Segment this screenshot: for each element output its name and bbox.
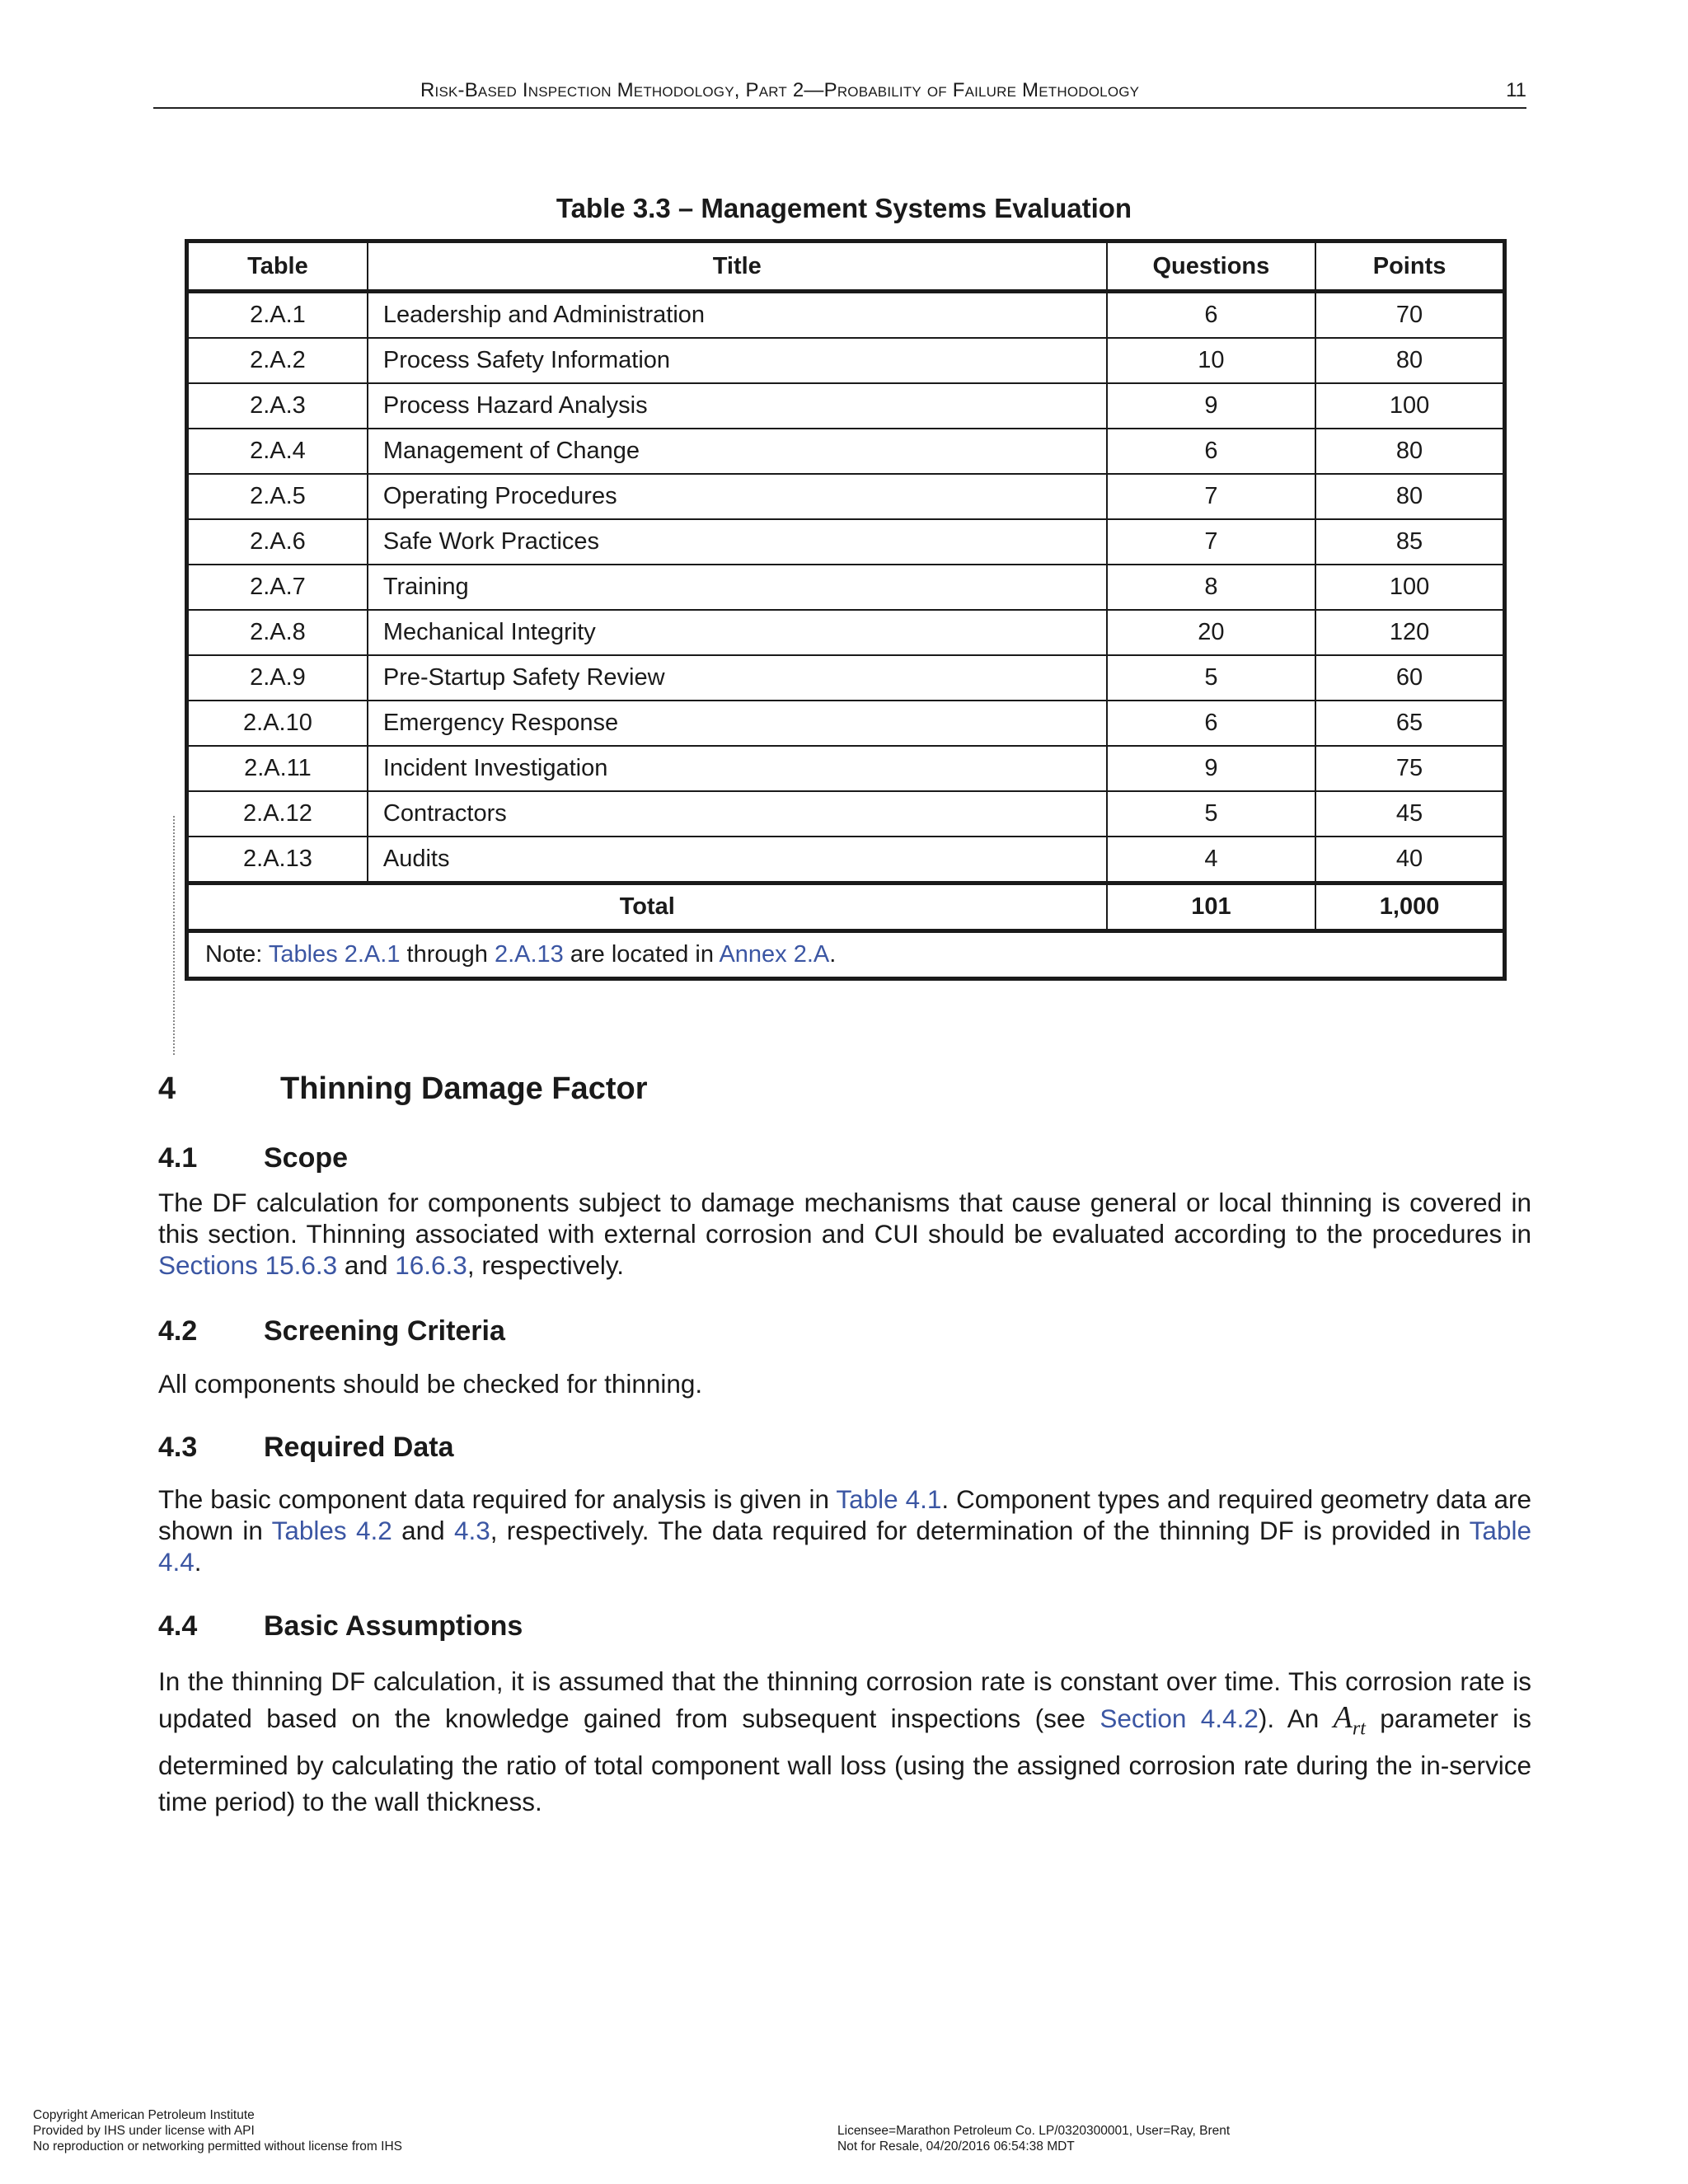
footer-line: Provided by IHS under license with API [33,2124,255,2138]
points-cell: 70 [1315,292,1504,339]
title-cell: Contractors [368,791,1107,837]
total-label: Total [187,883,1107,931]
paragraph-text: , respectively. The data required for determination of the thinning DF is provided in [490,1516,1470,1545]
section-title: Scope [264,1142,349,1174]
link-table-4-1[interactable]: Table 4.1 [836,1484,942,1514]
table-id-cell: 2.A.6 [187,519,368,565]
total-questions: 101 [1107,883,1315,931]
total-row [187,883,1505,931]
paragraph-text: . [194,1547,202,1577]
points-cell: 80 [1315,338,1504,383]
paragraph-basic-assumptions [158,1663,1531,1820]
table-header-row [187,241,1505,292]
questions-cell: 10 [1107,338,1315,383]
points-cell: 80 [1315,474,1504,519]
table-row [187,519,1505,565]
table-id-cell: 2.A.9 [187,655,368,701]
paragraph-text: . Component types and required geometry data are shown in [158,1484,1531,1545]
questions-cell: 7 [1107,519,1315,565]
link-annex-2a[interactable]: Annex 2.A [719,941,830,968]
running-header [153,76,1526,109]
link-4-3[interactable]: 4.3 [453,1516,490,1545]
table-row [187,655,1505,701]
note-text: through [400,941,495,968]
table-id-cell: 2.A.8 [187,610,368,655]
footer-line: Not for Resale, 04/20/2016 06:54:38 MDT [837,2139,1075,2154]
title-cell: Process Safety Information [368,338,1107,383]
table-row [187,429,1505,474]
link-section-4-4-2[interactable]: Section 4.4.2 [1100,1704,1259,1733]
paragraph-text: ). An [1258,1704,1334,1733]
table-row [187,701,1505,746]
points-cell: 85 [1315,519,1504,565]
table-row [187,383,1505,429]
questions-cell: 6 [1107,701,1315,746]
link-sections-15-6-3[interactable]: Sections 15.6.3 [158,1250,338,1280]
paragraph-text: In the thinning DF calculation, it is assumed that the thinning corrosion rate is constant over time. This corrosion rate is updated based on the knowledge gained from subsequent inspections (see [158,1666,1531,1733]
note-row [187,931,1505,979]
points-cell: 75 [1315,746,1504,791]
total-points: 1,000 [1315,883,1504,931]
section-number: 4 [158,1071,176,1106]
column-header: Questions [1107,241,1315,292]
table-id-cell: 2.A.13 [187,837,368,883]
table-row [187,746,1505,791]
section-heading-4-3 [158,1432,454,1464]
questions-cell: 5 [1107,791,1315,837]
paragraph-scope [158,1187,1531,1281]
table-row [187,610,1505,655]
questions-cell: 7 [1107,474,1315,519]
title-cell: Safe Work Practices [368,519,1107,565]
section-title: Required Data [264,1432,454,1463]
table-row [187,338,1505,383]
points-cell: 65 [1315,701,1504,746]
table-id-cell: 2.A.11 [187,746,368,791]
footer-right [837,2123,1230,2154]
table-caption: Table 3.3 – Management Systems Evaluation [556,193,1132,223]
paragraph-text: The DF calculation for components subject to damage mechanisms that cause general or local thinning is covered in this section. Thinning associated with external corrosion and CUI should be evaluated according to the procedures in [158,1188,1531,1249]
points-cell: 100 [1315,565,1504,610]
link-2a13[interactable]: 2.A.13 [494,941,564,968]
points-cell: 120 [1315,610,1504,655]
questions-cell: 5 [1107,655,1315,701]
table-row [187,292,1505,339]
questions-cell: 6 [1107,429,1315,474]
questions-cell: 8 [1107,565,1315,610]
margin-dots [173,816,180,1055]
table-row [187,837,1505,883]
math-subscript: rt [1352,1718,1366,1740]
questions-cell: 6 [1107,292,1315,339]
points-cell: 80 [1315,429,1504,474]
title-cell: Operating Procedures [368,474,1107,519]
questions-cell: 9 [1107,746,1315,791]
title-cell: Management of Change [368,429,1107,474]
link-table-4-4[interactable]: Table 4.4 [158,1516,1531,1577]
table-id-cell: 2.A.1 [187,292,368,339]
table-id-cell: 2.A.2 [187,338,368,383]
paragraph-text: , respectively. [467,1250,625,1280]
link-16-6-3[interactable]: 16.6.3 [395,1250,467,1280]
page-number: 11 [1506,79,1526,101]
table-id-cell: 2.A.10 [187,701,368,746]
paragraph-text: and [392,1516,454,1545]
title-cell: Pre-Startup Safety Review [368,655,1107,701]
table-row [187,474,1505,519]
section-number: 4.3 [158,1432,198,1463]
footer-line: No reproduction or networking permitted without license from IHS [33,2139,402,2154]
column-header: Points [1315,241,1504,292]
table-id-cell: 2.A.3 [187,383,368,429]
points-cell: 60 [1315,655,1504,701]
table-id-cell: 2.A.12 [187,791,368,837]
section-title: Basic Assumptions [264,1610,523,1642]
points-cell: 40 [1315,837,1504,883]
table-id-cell: 2.A.5 [187,474,368,519]
section-number: 4.2 [158,1315,198,1347]
note-prefix: Note: [205,941,269,968]
title-cell: Process Hazard Analysis [368,383,1107,429]
note-text: . [829,941,837,968]
column-header: Title [368,241,1107,292]
table-row [187,791,1505,837]
title-cell: Audits [368,837,1107,883]
paragraph-text: parameter is determined by calculating the ratio of total component wall loss (using the assigned corrosion rate during the in-service time period) to the wall thickness. [158,1704,1531,1816]
questions-cell: 9 [1107,383,1315,429]
section-number: 4.1 [158,1142,198,1174]
footer-line: Licensee=Marathon Petroleum Co. LP/0320300001, User=Ray, Brent [837,2124,1231,2138]
points-cell: 100 [1315,383,1504,429]
title-cell: Emergency Response [368,701,1107,746]
section-heading-4 [158,1071,647,1107]
points-cell: 45 [1315,791,1504,837]
questions-cell: 4 [1107,837,1315,883]
math-a-rt [1333,1700,1366,1740]
title-cell: Mechanical Integrity [368,610,1107,655]
link-tables-2a1[interactable]: Tables 2.A.1 [268,941,401,968]
footer-line: Copyright American Petroleum Institute [33,2108,255,2122]
table-id-cell: 2.A.4 [187,429,368,474]
table-row [187,565,1505,610]
paragraph-required-data [158,1483,1531,1577]
math-base: A [1333,1700,1353,1735]
column-header: Table [187,241,368,292]
table-note [187,931,1505,979]
section-title: Thinning Damage Factor [280,1071,648,1106]
title-cell: Leadership and Administration [368,292,1107,339]
section-title: Screening Criteria [264,1315,505,1347]
paragraph-screening: All components should be checked for thinning. [158,1369,703,1399]
paragraph-text: and [337,1250,396,1280]
section-heading-4-1 [158,1142,348,1174]
link-tables-4-2[interactable]: Tables 4.2 [271,1516,392,1545]
section-number: 4.4 [158,1610,198,1642]
title-cell: Training [368,565,1107,610]
note-text: are located in [563,941,720,968]
section-heading-4-2 [158,1315,505,1347]
management-systems-table [185,239,1507,981]
header-title: Risk-Based Inspection Methodology, Part 2—Probability of Failure Methodology [420,79,1140,101]
questions-cell: 20 [1107,610,1315,655]
table-id-cell: 2.A.7 [187,565,368,610]
section-heading-4-4 [158,1610,523,1643]
title-cell: Incident Investigation [368,746,1107,791]
paragraph-text: The basic component data required for analysis is given in [158,1484,837,1514]
footer-left [33,2107,402,2154]
